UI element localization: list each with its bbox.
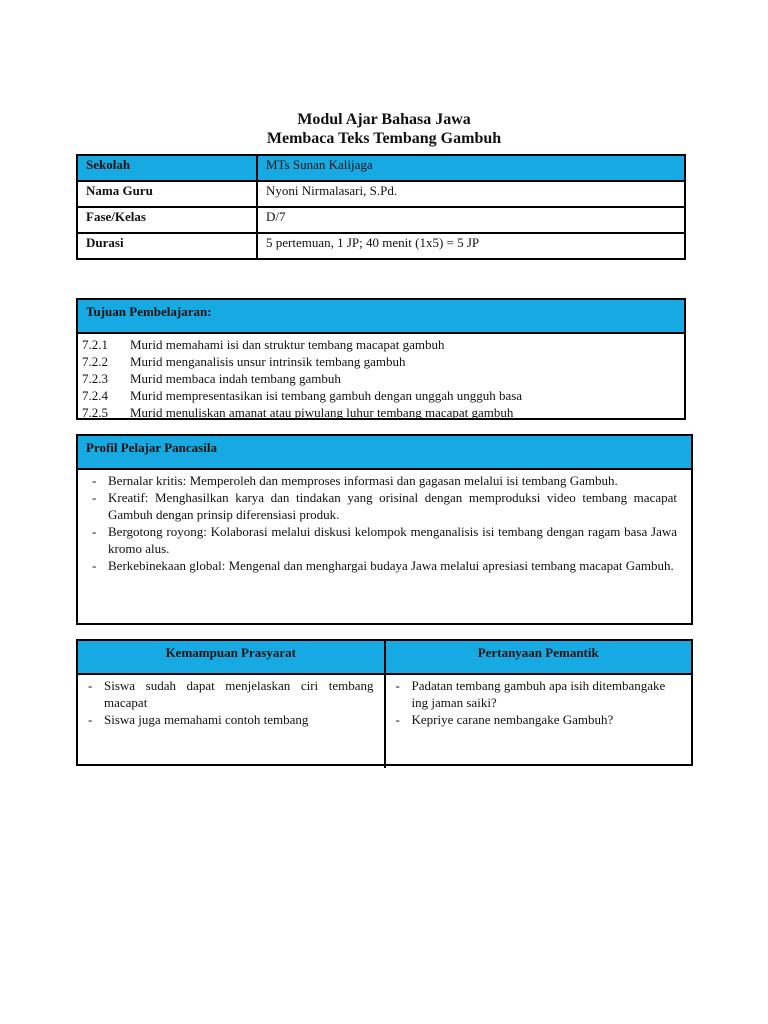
list-item: - Padatan tembang gambuh apa isih ditembangake ing jaman saiki? xyxy=(395,678,666,710)
list-item: 7.2.2 Murid menganalisis unsur intrinsik tembang gambuh xyxy=(82,354,406,369)
pertanyaan-pemantik-heading: Pertanyaan Pemantik xyxy=(384,641,692,673)
info-label: Fase/Kelas xyxy=(77,207,257,233)
list-item: 7.2.4 Murid mempresentasikan isi tembang gambuh dengan unggah ungguh basa xyxy=(82,388,523,403)
info-row xyxy=(77,233,685,259)
info-label: Sekolah xyxy=(77,155,257,181)
info-value: Nyoni Nirmalasari, S.Pd. xyxy=(257,181,685,207)
info-value: 5 pertemuan, 1 JP; 40 menit (1x5) = 5 JP xyxy=(257,233,685,259)
prasyarat-header xyxy=(78,641,691,675)
info-label: Nama Guru xyxy=(77,181,257,207)
list-item: 7.2.5 Murid menuliskan amanat atau piwulang luhur tembang macapat gambuh xyxy=(82,405,514,420)
info-label: Durasi xyxy=(77,233,257,259)
pertanyaan-pemantik-list xyxy=(384,675,692,768)
list-item: - Bernalar kritis: Memperoleh dan memproses informasi dan gagasan melalui isi tembang Gambuh. xyxy=(92,473,618,488)
list-item: - Siswa sudah dapat menjelaskan ciri tembang macapat xyxy=(88,678,374,710)
profil-section xyxy=(76,434,693,625)
info-row xyxy=(77,207,685,233)
document-subtitle: Membaca Teks Tembang Gambuh xyxy=(266,130,502,147)
tujuan-list xyxy=(78,334,684,423)
info-value: D/7 xyxy=(257,207,685,233)
document-title: Modul Ajar Bahasa Jawa xyxy=(297,111,471,128)
list-item: - Siswa juga memahami contoh tembang xyxy=(88,712,309,727)
info-value: MTs Sunan Kalijaga xyxy=(257,155,685,181)
info-table xyxy=(76,154,686,260)
prasyarat-section xyxy=(76,639,693,766)
kemampuan-prasyarat-list xyxy=(78,675,384,768)
list-item: - Berkebinekaan global: Mengenal dan menghargai budaya Jawa melalui apresiasi tembang macapat Gambuh. xyxy=(92,558,674,573)
info-row xyxy=(77,155,685,181)
list-item: - Kepriye carane nembangake Gambuh? xyxy=(395,712,614,727)
tujuan-section xyxy=(76,298,686,420)
profil-list xyxy=(78,470,691,574)
prasyarat-body xyxy=(78,675,691,768)
list-item: 7.2.1 Murid memahami isi dan struktur tembang macapat gambuh xyxy=(82,337,445,352)
tujuan-heading: Tujuan Pembelajaran: xyxy=(78,300,684,334)
profil-heading: Profil Pelajar Pancasila xyxy=(78,436,691,470)
info-row xyxy=(77,181,685,207)
kemampuan-prasyarat-heading: Kemampuan Prasyarat xyxy=(165,645,296,660)
list-item: - Bergotong royong: Kolaborasi melalui diskusi kelompok menganalisis isi tembang dengan ragam basa Jawa kromo alus. xyxy=(92,524,677,556)
list-item: 7.2.3 Murid membaca indah tembang gambuh xyxy=(82,371,341,386)
list-item: - Kreatif: Menghasilkan karya dan tindakan yang orisinal dengan memproduksi video tembang macapat Gambuh dengan prinsip diferensiasi produk. xyxy=(92,490,677,522)
